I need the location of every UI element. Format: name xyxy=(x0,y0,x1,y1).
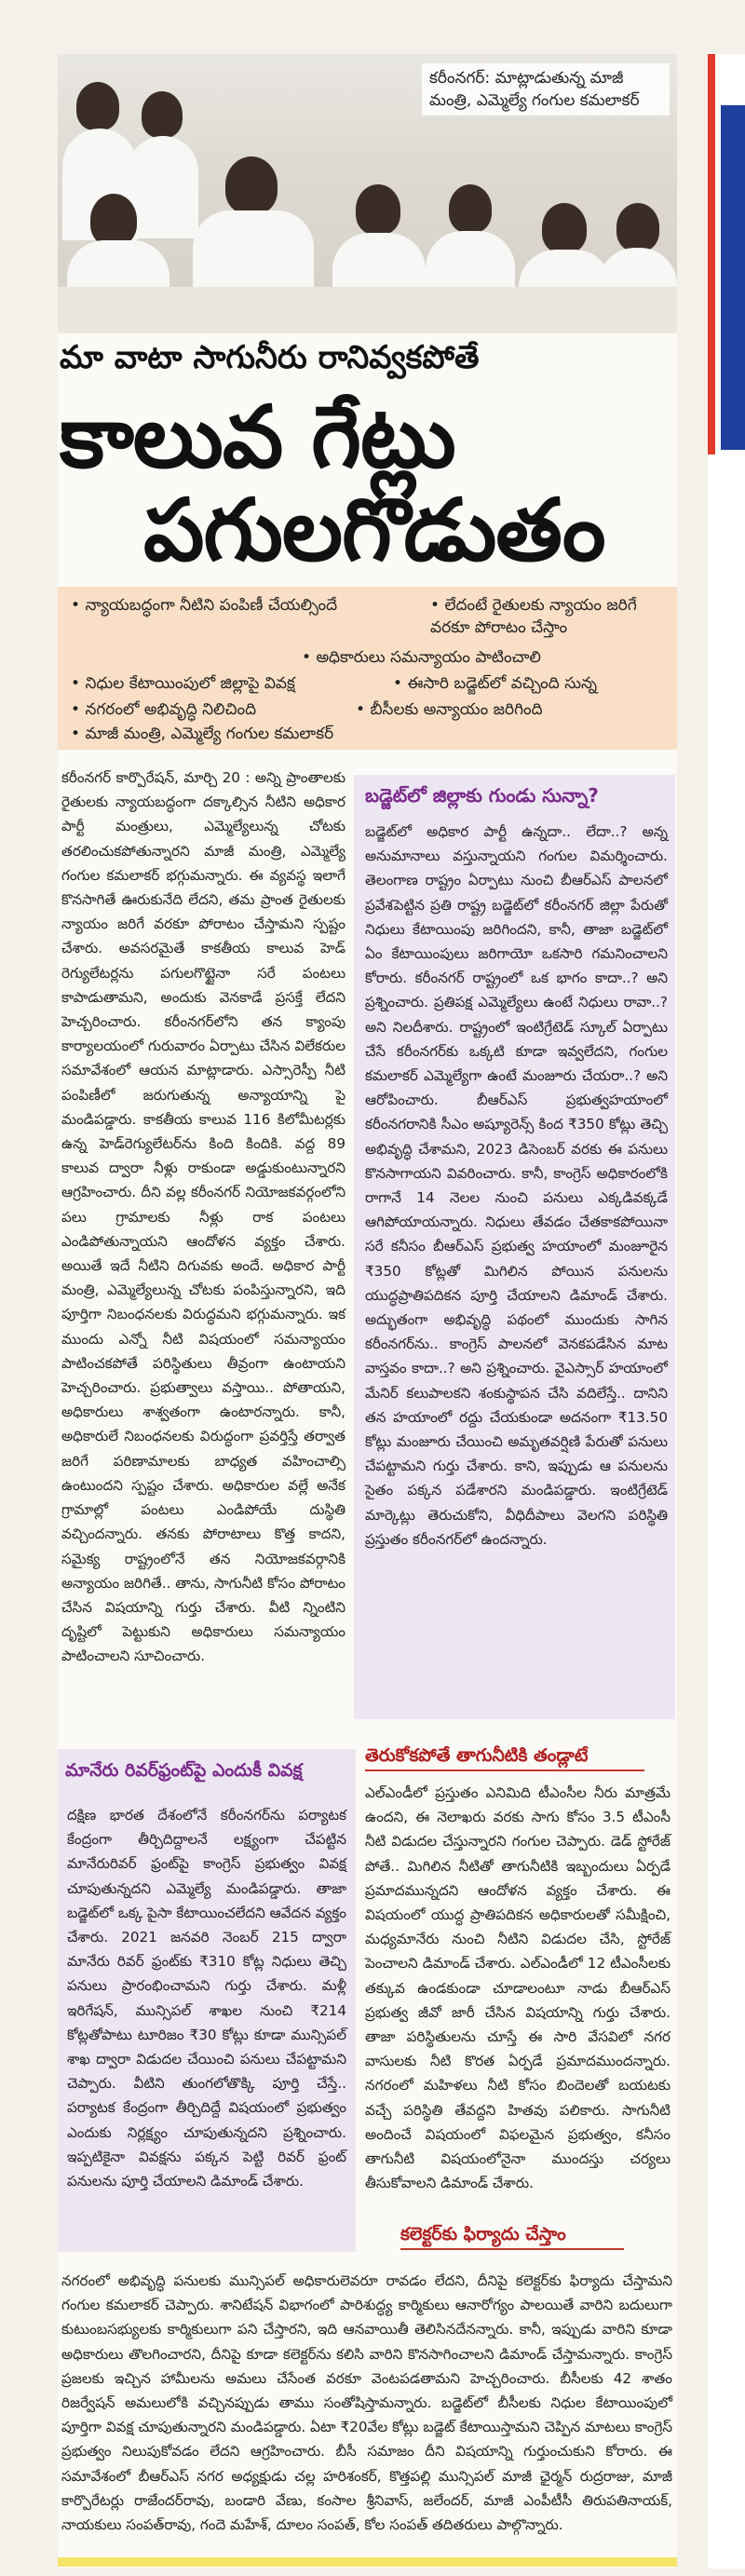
budget-box-text: బడ్జెట్‌లో అధికార పార్టీ ఉన్నదా.. లేదా..? అన్న అనుమానాలు వస్తున్నాయని గంగుల విమర్శించారు. తెలంగాణ రాష్ట్రం ఏర్పాటు నుంచి బీఆర్ఎస్ పాలనలో ప్రవేశపెట్టిన ప్రతి రాష్ట్ర బడ్జెట్‌లో కరీంనగర్ జిల్లా పేరుతో నిధులు కేటాయింపు జరిగిందని, కానీ, తాజా బడ్జెట్‌లో ఏం కేటాయింపులు జరిగాయో ఒకసారి గమనించాలని కోరారు. కరీంనగర్ రాష్ట్రంలో ఒక భాగం కాదా..? అని ప్రశ్నించారు. ప్రతిపక్ష ఎమ్మెల్యేలు ఉంటే నిధులు రావా..? అని నిలదీశారు. రాష్ట్రంలో ఇంటిగ్రేటెడ్ స్కూల్ ఏర్పాటు చేసే కరీంనగర్‌కు ఒక్కటి కూడా ఇవ్వలేదని, గంగుల కమలాకర్ ఎమ్మెల్యేగా ఉంటే మంజూరు చేయరా..? అని ఆరోపించారు. బీఆర్ఎస్ ప్రభుత్వహయాంలో కరీంనగరానికి సీఎం అష్యూరెన్స్ కింద ₹350 కోట్లు తెచ్చి అభివృద్ధి చేశామని, 2023 డిసెంబర్ వరకు ఈ పనులు కొనసాగాయని వివరించారు. కానీ, కాంగ్రెస్ అధికారంలోకి రాగానే 14 నెలల నుంచి పనులు ఎక్కడివక్కడే ఆగిపోయాయన్నారు. నిధులు తేవడం చేతకాకపోయినా సరే కనీసం బీఆర్ఎస్ ప్రభుత్వ హయాంలో మంజూరైన ₹350 కోట్లతో మిగిలిన పోయిన పనులను యుద్ధప్రాతిపదికన పూర్తి చేయాలని డిమాండ్ చేశారు. అద్భుతంగా అభివృద్ధి పథంలో ముందుకు సాగిన కరీంనగర్‌ను.. కాంగ్రెస్ పాలనలో వెనకపడేసిన మాట వాస్తవం కాదా..? అని ప్రశ్నించారు. వైఎస్సార్ హయాంలో మేనిర్ కలుపాలకని శంకుస్థాపన చేసి వదిలేస్తే.. దానిని తన హయాంలో రద్దు చేయకుండా అదనంగా ₹13.50 కోట్లు మంజూరు చేయించి అమృతవర్షిణి పేరుతో పనులు చేపట్టామని గుర్తు చేశారు. కాని, ఇప్పుడు ఆ పనులను సైతం పక్కన పడేశారని మండిపడ్డారు. ఇంటిగ్రేటెడ్ మార్కెట్లు తెరుచుకోని, వీధిదీపాలు వెలగని పరిస్థితి ప్రస్తుతం కరీంనగర్‌లో ఉందన్నారు. xyxy=(365,823,668,1548)
headline-main xyxy=(60,387,674,580)
highlight-item: • నగరంలో అభివృద్ధి నిలిచింది xyxy=(71,700,257,719)
headline-line-2: పగులగొడుతం xyxy=(143,481,605,580)
highlight-item: • న్యాయబద్ధంగా నీటిని పంపిణీ చేయల్సిందే xyxy=(71,596,338,615)
budget-box-title: బడ్జెట్‌లో జిల్లాకు గుండు సున్నా? xyxy=(365,784,599,807)
collector-section-title: కలెక్టర్‌కు ఫిర్యాదు చేస్తాం xyxy=(400,2224,566,2244)
highlight-item: • నిధుల కేటాయింపులో జిల్లాపై వివక్ష xyxy=(71,674,295,693)
highlight-item: • బీసీలకు అన్యాయం జరిగింది xyxy=(356,700,543,719)
red-border-strip xyxy=(708,54,715,454)
press-conference-photo xyxy=(58,54,677,333)
riverfront-box-title: మానేరు రివర్‌ఫ్రంట్‌పై ఎందుకీ వివక్ష xyxy=(65,1760,303,1781)
riverfront-box-text: దక్షిణ భారత దేశంలోనే కరీంనగర్‌ను పర్యాటక కేంద్రంగా తీర్చిదిద్దాలనే లక్ష్యంగా చేపట్టిన మానేరురివర్ ఫ్రంట్‌పై కాంగ్రెస్ ప్రభుత్వం వివక్ష చూపుతున్నదని ఎమ్మెల్యే మండిపడ్డారు. తాజా బడ్జెట్‌లో ఒక్క పైసా కేటాయించలేదని ఆవేదన వ్యక్తం చేశారు. 2021 జనవరి నెంబర్ 215 ద్వారా మానేరు రివర్ ఫ్రంట్‌కు ₹310 కోట్ల నిధులు తెచ్చి పనులు ప్రారంభించామని గుర్తు చేశారు. మళ్లీ ఇరిగేషన్, మున్సిపల్ శాఖల నుంచి ₹214 కోట్లతోపాటు టూరిజం ₹30 కోట్లు కూడా మున్సిపల్ శాఖ ద్వారా విడుదల చేయించి పనులు చేపట్టామని చెప్పారు. వీటిని తుంగలోతొక్కి పూర్తి చేస్తే.. పర్యాటక కేంద్రంగా తీర్చిదిద్దే విషయంలో ప్రభుత్వం ఎందుకు నిర్లక్ష్యం చూపుతున్నదని ప్రశ్నించారు. ఇప్పటికైనా వివక్షను పక్కన పెట్టి రివర్ ఫ్రంట్ పనులను పూర్తి చేయాలని డిమాండ్ చేశారు. xyxy=(67,1807,346,2190)
highlight-item: • మాజీ మంత్రి, ఎమ్మెల్యే గంగుల కమలాకర్ xyxy=(71,725,334,743)
article-lead-text: కరీంనగర్ కార్పొరేషన్, మార్చి 20 : అన్ని ప్రాంతాలకు రైతులకు న్యాయబద్ధంగా దక్కాల్సిన నీటిని అధికార పార్టీ మంత్రులు, ఎమ్మెల్యేలున్న చోటకు తరలించుకపోతున్నారని మాజీ మంత్రి, ఎమ్మెల్యే గంగుల కమలాకర్ భగ్గుమన్నారు. ఈ వ్యవస్థ ఇలాగే కొనసాగితే ఊరుకునేది లేదని, తమ ప్రాంత రైతులకు న్యాయం జరిగే వరకూ పోరాటం చేస్తామని స్పష్టం చేశారు. అవసరమైతే కాకతీయ కాలువ హెడ్ రెగ్యులేటర్లను పగులగొట్టైనా సరే పంటలు కాపాడుతామని, అందుకు వెనకాడే ప్రసక్తే లేదని హెచ్చరించారు. కరీంనగర్‌లోని తన క్యాంపు కార్యాలయంలో గురువారం ఏర్పాటు చేసిన విలేకరుల సమావేశంలో ఆయన మాట్లాడారు. ఎస్సారెస్పీ నీటి పంపిణీలో జరుగుతున్న అన్యాయాన్ని పై మండిపడ్డారు. కాకతీయ కాలువ 116 కిలోమీటర్లకు ఉన్న హెడ్‌రెగ్యులేటర్‌ను కింది కిందికి. వద్ద 89 కాలువ ద్వారా నీళ్లు రాకుండా అడ్డుకుంటున్నారని ఆగ్రహించారు. దీని వల్ల కరీంనగర్ నియోజకవర్గంలోని పలు గ్రామాలకు నీళ్లు రాక పంటలు ఎండిపోతున్నాయని ఆందోళన వ్యక్తం చేశారు. అయితే ఇదే నీటిని దిగువకు అందే. అధికార పార్టీ మంత్రి, ఎమ్మెల్యేలున్న చోటకు పంపిస్తున్నారని, ఇది పూర్తిగా నిబంధనలకు విరుద్ధమని భగ్గుమన్నారు. ఇక ముందు ఎన్నో నీటి విషయంలో సమన్యాయం పాటించకపోతే పరిస్థితులు తీవ్రంగా ఉంటాయని హెచ్చరించారు. ప్రభుత్వాలు వస్తాయి.. పోతాయని, అధికారులు శాశ్వతంగా ఉంటారన్నారు. కానీ, అధికారులే నిబంధనలకు విరుద్ధంగా ప్రవర్తిస్తే తర్వాత జరిగే పరిణామాలకు బాధ్యత వహించాల్సి ఉంటుందని స్పష్టం చేశారు. అధికారుల వల్లే అనేక గ్రామాల్లో పంటలు ఎండిపోయే దుస్థితి వచ్చిందన్నారు. తనకు పోరాటాలు కొత్త కాదని, సమైక్య రాష్ట్రంలోనే తన నియోజకవర్గానికి అన్యాయం జరిగితే.. తాను, సాగునీటి కోసం పోరాటం చేసిన విషయాన్ని గుర్తు చేశారు. వీటి న్నింటిని దృష్టిలో పెట్టుకుని అధికారులు సమన్యాయం పాటించాలని సూచించారు. xyxy=(61,769,345,1665)
highlight-item: • ఈసారి బడ్జెట్‌లో వచ్చింది సున్న xyxy=(393,674,597,693)
blue-border-strip xyxy=(721,105,745,450)
conference-table xyxy=(58,287,677,333)
photo-caption: కరీంనగర్: మాట్లాడుతున్న మాజీ మంత్రి, ఎమ్మెల్యే గంగుల కమలాకర్ xyxy=(422,63,670,115)
bottom-yellow-bar xyxy=(58,2557,677,2567)
highlight-item: • లేదంటే రైతులకు న్యాయం జరిగే వరకూ పోరాటం చేస్తాం xyxy=(430,596,637,637)
highlights-box xyxy=(58,587,677,750)
water-section-text: ఎల్ఎండీలో ప్రస్తుతం ఎనిమిది టీఎంసీల నీరు మాత్రమే ఉందని, ఈ నెలాఖరు వరకు సాగు కోసం 3.5 టీఎంసీ నీటి విడుదల చేస్తున్నారని గంగుల చెప్పారు. డెడ్ స్టోరేజ్ పోతే.. మిగిలిన నీటితో తాగునీటికి ఇబ్బందులు ఏర్పడే ప్రమాదమున్నదని ఆందోళన వ్యక్తం చేశారు. ఈ విషయంలో యుద్ధ ప్రాతిపదికన అధికారులతో సమీక్షించి, మధ్యమానేరు నుంచి నీటిని విడుదల చేసి, స్టోరేజ్ పెంచాలని డిమాండ్ చేశారు. ఎల్ఎండీలో 12 టీఎంసీలకు తక్కువ ఉండకుండా చూడాలంటూ నాడు బీఆర్ఎస్ ప్రభుత్వ జీవో జారీ చేసిన విషయాన్ని గుర్తు చేశారు. తాజా పరిస్థితులను చూస్తే ఈ సారి వేసవిలో నగర వాసులకు నీటి కొరత ఏర్పడే ప్రమాదముందన్నారు. నగరంలో మహిళలు నీటి కోసం బిందెలతో బయటకు వచ్చే పరిస్థితి తేవద్దని హితవు పలికారు. సాగునీటి అందించే విషయంలో విఫలమైన ప్రభుత్వం, కనీసం తాగునీటి విషయంలోనైనా ముందస్తు చర్యలు తీసుకోవాలని డిమాండ్ చేశారు. xyxy=(365,1784,670,2192)
highlight-item: • అధికారులు సమన్యాయం పాటించాలి xyxy=(302,648,541,667)
water-section-title: తెరుకోకపోతే తాగునీటికి తండ్లాటే xyxy=(365,1745,589,1766)
headline-line-1: కాలువ గేట్లు xyxy=(60,387,455,487)
collector-section-text: నగరంలో అభివృద్ధి పనులకు మున్సిపల్ అధికారులెవరూ రావడం లేదని, దీనిపై కలెక్టర్‌కు ఫిర్యాదు చేస్తామని గంగుల కమలాకర్ చెప్పారు. శానిటేషన్ విభాగంలో పారిశుద్ధ్య కార్మికులు ఆనారోగ్యం పాలయితే వారిని బదులుగా కుటుంబసభ్యులకు కార్మికులుగా పని చేస్తారని, ఇది ఆనవాయితీ తెలిసినదేనన్నారు. కానీ, ఇప్పుడు వారిని కూడా అధికారులు తొలగించారని, దీనిపై కూడా కలెక్టర్‌ను కలిసి వారిని కొనసాగించాలని డిమాండ్ చేస్తామన్నారు. కాంగ్రెస్ ప్రజలకు ఇచ్చిన హామీలను అమలు చేసేంత వరకూ వెంటపడతామని హెచ్చరించారు. బీసీలకు 42 శాతం రిజర్వేషన్ అమలులోకి వచ్చినప్పుడు తాము సంతోషిస్తామన్నారు. బడ్జెట్‌లో బీసీలకు నిధుల కేటాయింపులో పూర్తిగా వివక్ష చూపుతున్నారని మండిపడ్డారు. ఏటా ₹20వేల కోట్లు బడ్జెట్ కేటాయిస్తామని చెప్పిన మాటలు కాంగ్రెస్ ప్రభుత్వం నిలుపుకోవడం లేదని ఆగ్రహించారు. బీసీ సమాజం దీని విషయాన్ని గుర్తుంచుకుని కోరారు. ఈ సమావేశంలో బీఆర్ఎస్ నగర అధ్యక్షుడు చల్ల హరిశంకర్, కొత్తపల్లి మున్సిపల్ మాజీ ఛైర్మన్ రుద్రరాజు, మాజీ కార్పొరేటర్లు రాజేందర్‌రావు, బండారి వేణు, కంసాల శ్రీనివాస్, జలేందర్, మాజీ ఎంపీటీసీ తిరుపతినాయక్, నాయకులు సంపత్‌రావు, గందె మహేశ్, దూలం సంపత్, కోల సంపత్ తదితరులు పాల్గొన్నారు. xyxy=(61,2272,672,2534)
title-underline xyxy=(400,2248,624,2250)
headline-kicker: మా వాటా సాగునీరు రానివ్వకపోతే xyxy=(60,339,480,376)
title-underline xyxy=(365,1769,644,1771)
adjacent-page-edge xyxy=(708,54,745,2569)
